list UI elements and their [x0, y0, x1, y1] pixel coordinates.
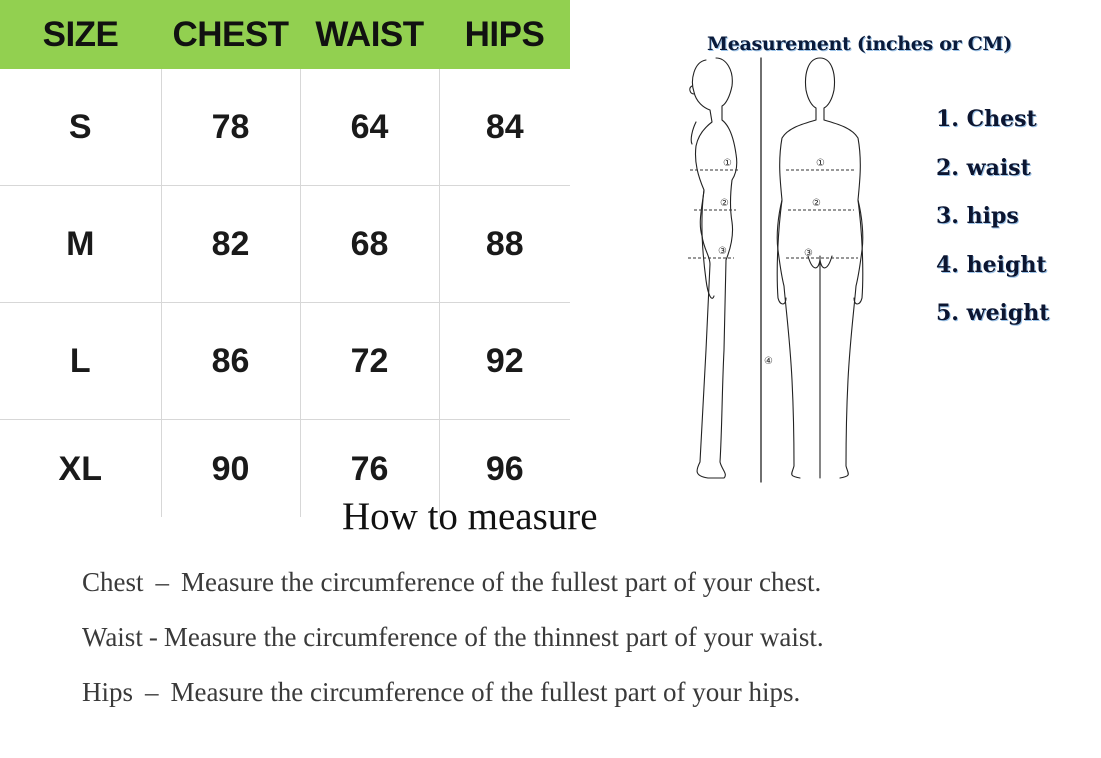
size-cell: L: [0, 303, 161, 420]
header-waist: WAIST: [300, 0, 439, 69]
hips-cell: 88: [439, 186, 570, 303]
instruction-text: Measure the circumference of the fullest part of your hips.: [170, 677, 801, 707]
chest-cell: 90: [161, 420, 300, 517]
legend-item: 1. Chest: [936, 106, 1037, 132]
header-size: SIZE: [0, 0, 161, 69]
marker-hips: ③: [718, 246, 727, 257]
marker-waist: ②: [720, 198, 729, 209]
marker-hips: ③: [804, 248, 813, 259]
waist-cell: 64: [300, 69, 439, 186]
instruction-name: Waist: [82, 622, 143, 652]
table-row: [0, 186, 570, 303]
instruction-text: Measure the circumference of the thinnest part of your waist.: [163, 622, 824, 652]
header-chest: CHEST: [161, 0, 300, 69]
measurement-title: Measurement (inches or CM): [707, 33, 1012, 55]
table-header-row: [0, 0, 570, 69]
legend-item: 5. weight: [936, 300, 1050, 326]
instruction-hips: [82, 677, 800, 708]
chest-cell: 86: [161, 303, 300, 420]
marker-height: ④: [764, 356, 773, 367]
legend-item: 4. height: [936, 251, 1047, 278]
front-view-figure: [777, 58, 863, 478]
legend-item: 3. hips: [936, 203, 1019, 229]
legend-item: 2. waist: [936, 154, 1031, 181]
header-hips: HIPS: [439, 0, 570, 69]
table-row: [0, 303, 570, 420]
instruction-text: Measure the circumference of the fullest part of your chest.: [181, 567, 822, 597]
instruction-name: Hips: [82, 677, 134, 707]
body-measurement-figure: [682, 50, 882, 490]
chest-cell: 82: [161, 186, 300, 303]
side-view-figure: [690, 58, 737, 478]
table-row: [0, 69, 570, 186]
instruction-separator: –: [155, 567, 170, 597]
instruction-separator: -: [148, 622, 158, 652]
instruction-separator: –: [145, 677, 159, 707]
size-chart-table: [0, 0, 570, 517]
waist-cell: 68: [300, 186, 439, 303]
waist-cell: 76: [300, 420, 439, 517]
measurement-legend: [936, 106, 1049, 349]
instruction-chest: [82, 567, 821, 598]
hips-cell: 84: [439, 69, 570, 186]
size-cell: XL: [0, 420, 161, 517]
waist-cell: 72: [300, 303, 439, 420]
chest-cell: 78: [161, 69, 300, 186]
marker-chest: ①: [723, 158, 732, 169]
instruction-name: Chest: [82, 567, 144, 597]
marker-waist: ②: [812, 198, 821, 209]
instruction-waist: [82, 622, 824, 653]
hips-cell: 92: [439, 303, 570, 420]
size-cell: M: [0, 186, 161, 303]
size-cell: S: [0, 69, 161, 186]
how-to-measure-title: How to measure: [342, 495, 598, 538]
marker-chest: ①: [816, 158, 825, 169]
hips-cell: 96: [485, 450, 524, 488]
